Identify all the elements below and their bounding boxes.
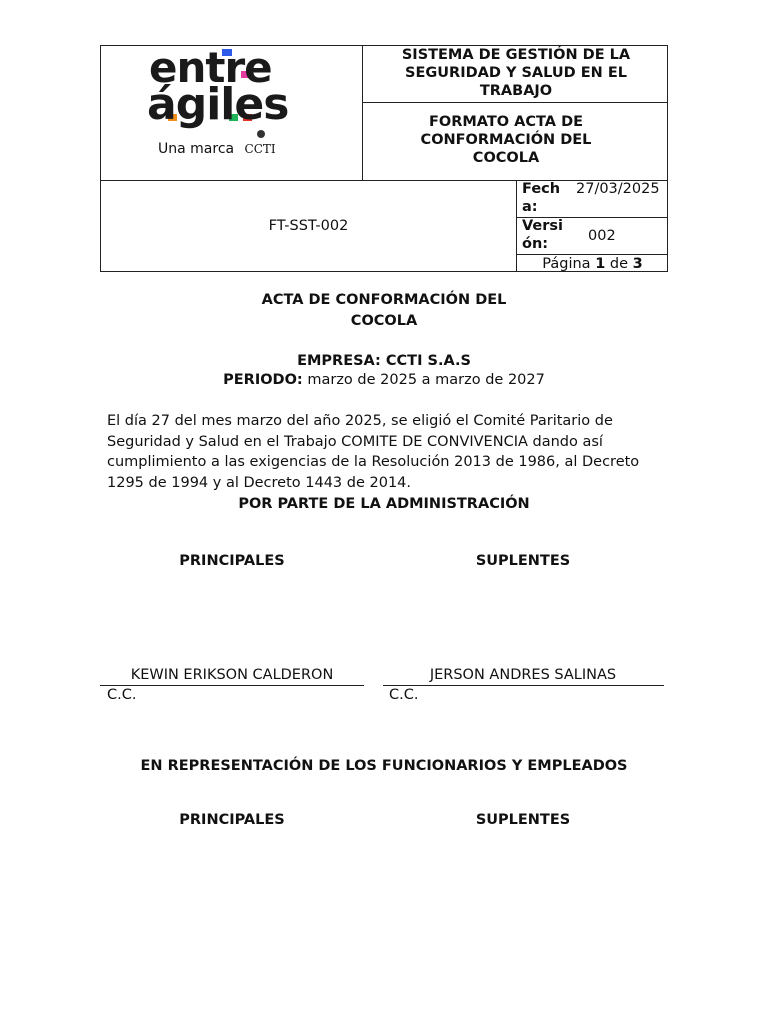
page-prefix: Página [542,256,591,272]
page-number [517,255,668,273]
company-line: EMPRESA: CCTI S.A.S [297,353,471,369]
period-line [100,371,668,389]
suplentes-heading-2: SUPLENTES [475,812,571,828]
divider-logo [362,46,363,180]
employees-heading: EN REPRESENTACIÓN DE LOS FUNCIONARIOS Y EMPLEADOS [140,758,628,774]
logo-tagline-brand [245,142,276,156]
document-title: ACTA DE CONFORMACIÓN DEL COCOLA [261,292,507,329]
intro-paragraph: El día 27 del mes marzo del año 2025, se eligió el Comité Paritario de Seguridad y Salud en el Trabajo COMITE DE CONVIVENCIA dando así cumplimiento a las exigencias de la Resolución 2013 de 1986, al Decreto 1295 de 1994 y al Decreto 1443 de 2014. [107,413,640,491]
format-title: FORMATO ACTA DE CONFORMACIÓN DEL COCOLA [420,114,592,166]
principal-name: KEWIN ERIKSON CALDERON [130,667,334,683]
date-value: 27/03/2025 [576,181,660,197]
logo-tagline [158,140,276,158]
header-table [100,45,668,272]
page-middle: de [609,256,629,272]
version-label: Versión: [522,218,564,252]
suplente-cc: C.C. [389,687,419,703]
suplentes-heading: SUPLENTES [475,553,571,569]
page-total: 3 [632,256,643,272]
logo-tagline-prefix: Una marca [158,141,235,157]
page-current: 1 [595,256,606,272]
principal-cc: C.C. [107,687,137,703]
system-title: SISTEMA DE GESTIÓN DE LA SEGURIDAD Y SALUD EN EL TRABAJO [401,47,631,99]
date-label: Fecha: [522,181,561,215]
suplente-signature-line [383,685,664,686]
admin-heading: POR PARTE DE LA ADMINISTRACIÓN [238,496,530,512]
principal-signature-line [100,685,364,686]
logo-brand-text: CCTI [244,142,276,156]
principales-heading: PRINCIPALES [179,553,285,569]
logo-word-entre: entre [149,43,272,92]
divider-titles [362,102,668,103]
period-label: PERIODO: [223,372,303,388]
suplente-name: JERSON ANDRES SALINAS [429,667,617,683]
logo-seal-icon [257,130,265,138]
principales-heading-2: PRINCIPALES [179,812,285,828]
version-value: 002 [588,228,616,244]
period-value: marzo de 2025 a marzo de 2027 [307,372,545,388]
company-logo [141,43,331,178]
logo-word-agiles: ágiles [147,79,289,130]
document-code: FT-SST-002 [268,218,349,234]
